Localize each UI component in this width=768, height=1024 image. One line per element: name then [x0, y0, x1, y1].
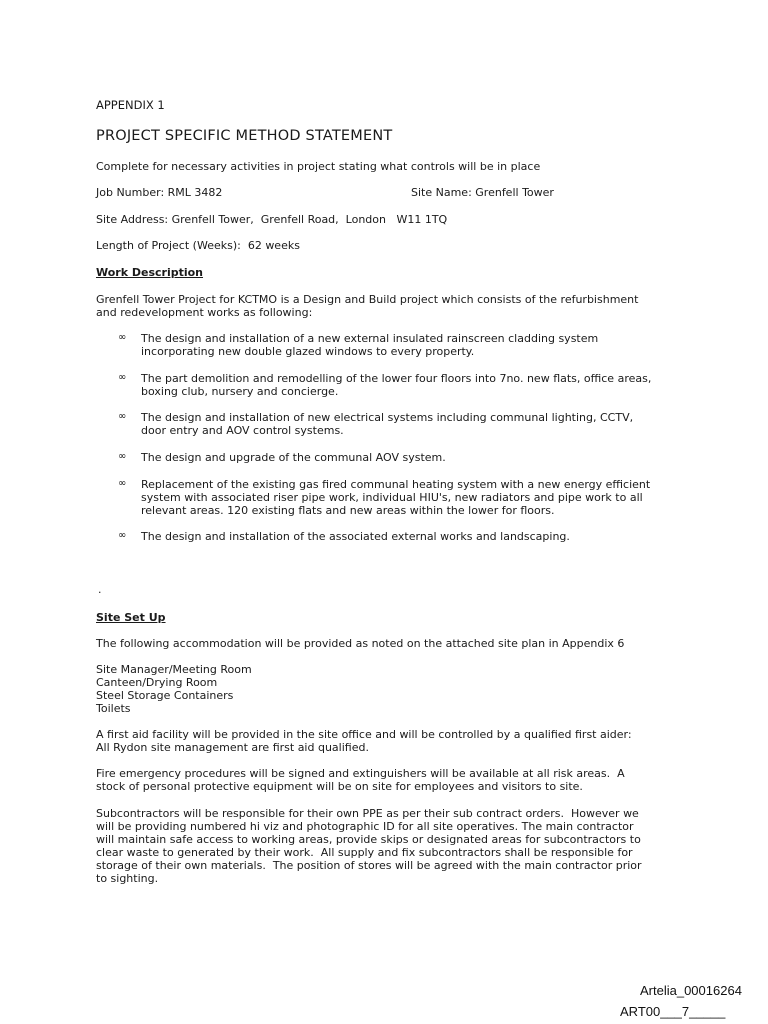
- project-length: Length of Project (Weeks): 62 weeks: [96, 239, 300, 252]
- document-stamp-ref: ART00___7_____: [620, 1004, 726, 1019]
- list-item-text: Replacement of the existing gas fired communal heating system with a new energy efficient system with associated riser pipe work, individual HIU's, new radiators and pipe work to all relevant areas. 120 existing flats and new areas within the lower for floors.: [141, 478, 651, 517]
- document-stamp-id: Artelia_00016264: [640, 983, 742, 998]
- infinity-bullet-icon: ∞: [118, 372, 127, 383]
- infinity-bullet-icon: ∞: [118, 530, 127, 541]
- site-setup-intro: The following accommodation will be provided as noted on the attached site plan in Appendix 6: [96, 637, 625, 650]
- job-number: Job Number: RML 3482: [96, 186, 223, 199]
- site-name: Site Name: Grenfell Tower: [411, 186, 554, 199]
- document-title: PROJECT SPECIFIC METHOD STATEMENT: [96, 128, 393, 144]
- first-aid-paragraph: A first aid facility will be provided in the site office and will be controlled by a qualified first aider: All Rydon site management are first aid qualified.: [96, 728, 632, 754]
- work-description-heading: Work Description: [96, 266, 204, 279]
- fire-paragraph: Fire emergency procedures will be signed and extinguishers will be available at all risk areas. A stock of personal protective equipment will be on site for employees and visitors to site.: [96, 767, 625, 793]
- list-item-text: The design and installation of new electrical systems including communal lighting, CCTV, door entry and AOV control systems.: [141, 411, 634, 437]
- infinity-bullet-icon: ∞: [118, 332, 127, 343]
- intro-text: Complete for necessary activities in project stating what controls will be in place: [96, 160, 541, 173]
- subcontractors-paragraph: Subcontractors will be responsible for their own PPE as per their sub contract orders. However we will be providing numbered hi viz and photographic ID for all site operatives. The main contractor will maintain safe access to working areas, provide skips or designated areas for subcontractors to clear waste to generated by their work. All supply and fix subcontractors shall be responsible for storage of their own materials. The position of stores will be agreed with the main contractor prior to sighting.: [96, 807, 642, 885]
- site-address: Site Address: Grenfell Tower, Grenfell Road, London W11 1TQ: [96, 213, 448, 226]
- stray-mark: .: [98, 583, 102, 596]
- list-item-text: The design and installation of the associated external works and landscaping.: [141, 530, 570, 543]
- list-item-text: The design and upgrade of the communal AOV system.: [141, 451, 446, 464]
- list-item-text: The design and installation of a new external insulated rainscreen cladding system incorporating new double glazed windows to every property.: [141, 332, 599, 358]
- list-item-text: The part demolition and remodelling of the lower four floors into 7no. new flats, office areas, boxing club, nursery and concierge.: [141, 372, 652, 398]
- work-description-intro: Grenfell Tower Project for KCTMO is a Design and Build project which consists of the refurbishment and redevelopment works as following:: [96, 293, 639, 319]
- infinity-bullet-icon: ∞: [118, 451, 127, 462]
- appendix-label: APPENDIX 1: [96, 98, 165, 112]
- site-setup-heading: Site Set Up: [96, 611, 166, 624]
- accommodation-list: Site Manager/Meeting Room Canteen/Drying Room Steel Storage Containers Toilets: [96, 663, 252, 715]
- infinity-bullet-icon: ∞: [118, 411, 127, 422]
- infinity-bullet-icon: ∞: [118, 478, 127, 489]
